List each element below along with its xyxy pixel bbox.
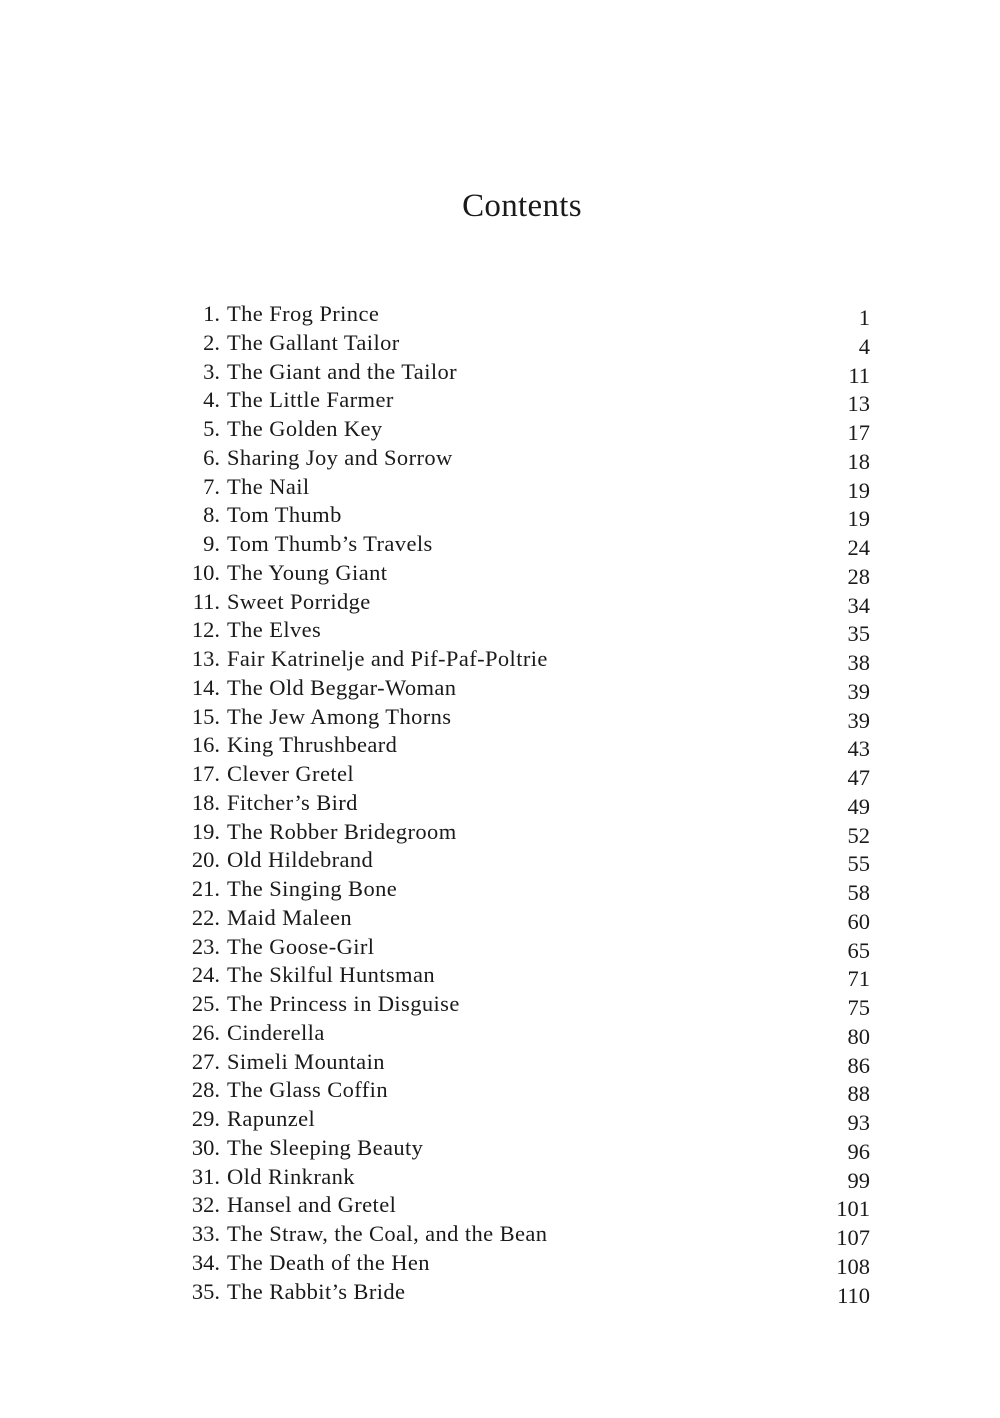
- entry-title: Cinderella: [227, 1019, 325, 1045]
- entry-page-number: 43: [847, 736, 870, 762]
- entry-title: Sweet Porridge: [227, 588, 371, 614]
- entry-page-number: 17: [847, 420, 870, 445]
- entry-title: The Elves: [227, 617, 322, 643]
- entry-title: Old Rinkrank: [227, 1163, 355, 1189]
- entry-number: 27.: [191, 1048, 220, 1074]
- toc-entry: [180, 300, 870, 329]
- entry-page-number: 38: [847, 650, 870, 675]
- entry-number: 29.: [191, 1106, 220, 1131]
- entry-page-number: 71: [847, 966, 870, 992]
- toc-entry: [180, 760, 870, 789]
- toc-entry: [180, 789, 870, 818]
- entry-number: 1.: [203, 301, 220, 326]
- entry-number: 6.: [203, 444, 220, 470]
- entry-page-number: 75: [847, 995, 870, 1020]
- entry-number: 30.: [191, 1134, 220, 1160]
- entry-number: 8.: [203, 502, 220, 528]
- toc-entry: [180, 1076, 870, 1105]
- entry-page-number: 19: [847, 506, 870, 532]
- entry-title: The Straw, the Coal, and the Bean: [227, 1221, 548, 1246]
- toc-entry: [180, 990, 870, 1019]
- entry-title: Simeli Mountain: [227, 1048, 385, 1074]
- entry-page-number: 11: [848, 362, 870, 388]
- toc-entry: [180, 1191, 870, 1220]
- entry-page-number: 86: [847, 1052, 870, 1078]
- toc-entry: [180, 1220, 870, 1249]
- entry-title: The Rabbit’s Bride: [227, 1278, 406, 1304]
- entry-page-number: 24: [847, 535, 870, 560]
- entry-number: 5.: [203, 416, 220, 441]
- entry-page-number: 18: [847, 448, 870, 474]
- entry-number: 28.: [191, 1077, 220, 1103]
- entry-number: 35.: [191, 1278, 220, 1304]
- entry-title: The Frog Prince: [227, 301, 380, 326]
- entry-number: 12.: [191, 617, 220, 643]
- toc-entry: [180, 616, 870, 645]
- entry-title: The Skilful Huntsman: [227, 962, 435, 988]
- toc-entry: [180, 674, 870, 703]
- entry-page-number: 99: [847, 1167, 870, 1193]
- entry-page-number: 88: [847, 1081, 870, 1107]
- toc-entry: [180, 473, 870, 502]
- toc-entry: [180, 444, 870, 473]
- entry-page-number: 60: [847, 908, 870, 934]
- toc-entry: [180, 818, 870, 847]
- toc-entry: [180, 588, 870, 617]
- entry-page-number: 28: [847, 563, 870, 589]
- toc-entry: [180, 961, 870, 990]
- entry-title: Old Hildebrand: [227, 847, 374, 873]
- entry-title: Fitcher’s Bird: [227, 789, 358, 815]
- entry-page-number: 55: [847, 851, 870, 877]
- entry-title: Rapunzel: [227, 1106, 316, 1131]
- entry-title: The Gallant Tailor: [227, 329, 400, 355]
- toc-entry: [180, 415, 870, 444]
- entry-title: Tom Thumb’s Travels: [227, 531, 433, 556]
- entry-page-number: 13: [847, 391, 870, 417]
- entry-number: 26.: [191, 1019, 220, 1045]
- entry-page-number: 35: [847, 621, 870, 647]
- entry-title: King Thrushbeard: [227, 732, 398, 758]
- entry-title: The Golden Key: [227, 416, 383, 441]
- toc-entry: [180, 329, 870, 358]
- entry-number: 11.: [192, 588, 220, 614]
- entry-page-number: 49: [847, 793, 870, 819]
- entry-title: Fair Katrinelje and Pif-Paf-Poltrie: [227, 646, 548, 671]
- entry-page-number: 80: [847, 1023, 870, 1049]
- entry-number: 20.: [191, 847, 220, 873]
- entry-page-number: 101: [836, 1196, 870, 1222]
- entry-title: The Old Beggar-Woman: [227, 674, 457, 700]
- entry-number: 23.: [191, 933, 220, 959]
- entry-page-number: 96: [847, 1138, 870, 1164]
- entry-title: Tom Thumb: [227, 502, 342, 528]
- entry-page-number: 39: [847, 707, 870, 733]
- entry-page-number: 110: [837, 1282, 870, 1308]
- entry-title: Maid Maleen: [227, 904, 352, 930]
- entry-title: The Death of the Hen: [227, 1249, 430, 1275]
- entry-title: Clever Gretel: [227, 761, 355, 786]
- entry-number: 2.: [203, 329, 220, 355]
- entry-title: The Glass Coffin: [227, 1077, 388, 1103]
- entry-title: The Giant and the Tailor: [227, 358, 458, 384]
- toc-entry: [180, 904, 870, 933]
- entry-number: 3.: [203, 358, 220, 384]
- toc-entry: [180, 1019, 870, 1048]
- entry-title: The Robber Bridegroom: [227, 818, 457, 844]
- entry-title: The Princess in Disguise: [227, 991, 460, 1016]
- entry-page-number: 4: [858, 333, 870, 359]
- entry-number: 22.: [191, 904, 220, 930]
- table-of-contents: [180, 300, 870, 1306]
- entry-number: 33.: [191, 1221, 220, 1246]
- entry-page-number: 58: [847, 880, 870, 905]
- entry-title: The Little Farmer: [227, 387, 394, 413]
- toc-entry: [180, 1278, 870, 1307]
- toc-entry: [180, 501, 870, 530]
- toc-entry: [180, 645, 870, 674]
- entry-title: The Nail: [227, 473, 310, 499]
- entry-page-number: 1: [858, 305, 870, 330]
- toc-entry: [180, 386, 870, 415]
- entry-number: 18.: [191, 789, 220, 815]
- entry-number: 10.: [191, 559, 220, 585]
- toc-entry: [180, 358, 870, 387]
- toc-entry: [180, 559, 870, 588]
- entry-page-number: 47: [847, 765, 870, 790]
- entry-number: 16.: [191, 732, 220, 758]
- entry-number: 24.: [191, 962, 220, 988]
- entry-page-number: 39: [847, 678, 870, 704]
- page-title: Contents: [462, 188, 582, 224]
- entry-number: 4.: [203, 387, 220, 413]
- toc-entry: [180, 530, 870, 559]
- toc-entry: [180, 1134, 870, 1163]
- toc-entry: [180, 875, 870, 904]
- toc-entry: [180, 933, 870, 962]
- entry-title: The Goose-Girl: [227, 933, 375, 959]
- entry-number: 34.: [191, 1249, 220, 1275]
- toc-entry: [180, 846, 870, 875]
- entry-number: 15.: [191, 703, 220, 729]
- toc-entry: [180, 1249, 870, 1278]
- toc-entry: [180, 731, 870, 760]
- entry-number: 25.: [191, 991, 220, 1016]
- entry-title: Hansel and Gretel: [227, 1192, 397, 1218]
- entry-number: 13.: [191, 646, 220, 671]
- entry-title: The Young Giant: [227, 559, 388, 585]
- toc-entry: [180, 1105, 870, 1134]
- toc-entry: [180, 703, 870, 732]
- entry-number: 7.: [203, 473, 220, 499]
- entry-page-number: 65: [847, 937, 870, 963]
- toc-entry: [180, 1163, 870, 1192]
- entry-number: 19.: [191, 818, 220, 844]
- entry-number: 9.: [203, 531, 220, 556]
- entry-page-number: 93: [847, 1110, 870, 1135]
- entry-page-number: 108: [836, 1253, 870, 1279]
- entry-title: Sharing Joy and Sorrow: [227, 444, 453, 470]
- entry-title: The Singing Bone: [227, 876, 398, 901]
- entry-title: The Jew Among Thorns: [227, 703, 452, 729]
- entry-number: 31.: [191, 1163, 220, 1189]
- entry-page-number: 34: [847, 592, 870, 618]
- entry-number: 14.: [191, 674, 220, 700]
- entry-page-number: 107: [836, 1225, 870, 1250]
- entry-page-number: 52: [847, 822, 870, 848]
- entry-number: 17.: [191, 761, 220, 786]
- entry-number: 32.: [191, 1192, 220, 1218]
- entry-number: 21.: [191, 876, 220, 901]
- toc-entry: [180, 1048, 870, 1077]
- entry-page-number: 19: [847, 477, 870, 503]
- entry-title: The Sleeping Beauty: [227, 1134, 424, 1160]
